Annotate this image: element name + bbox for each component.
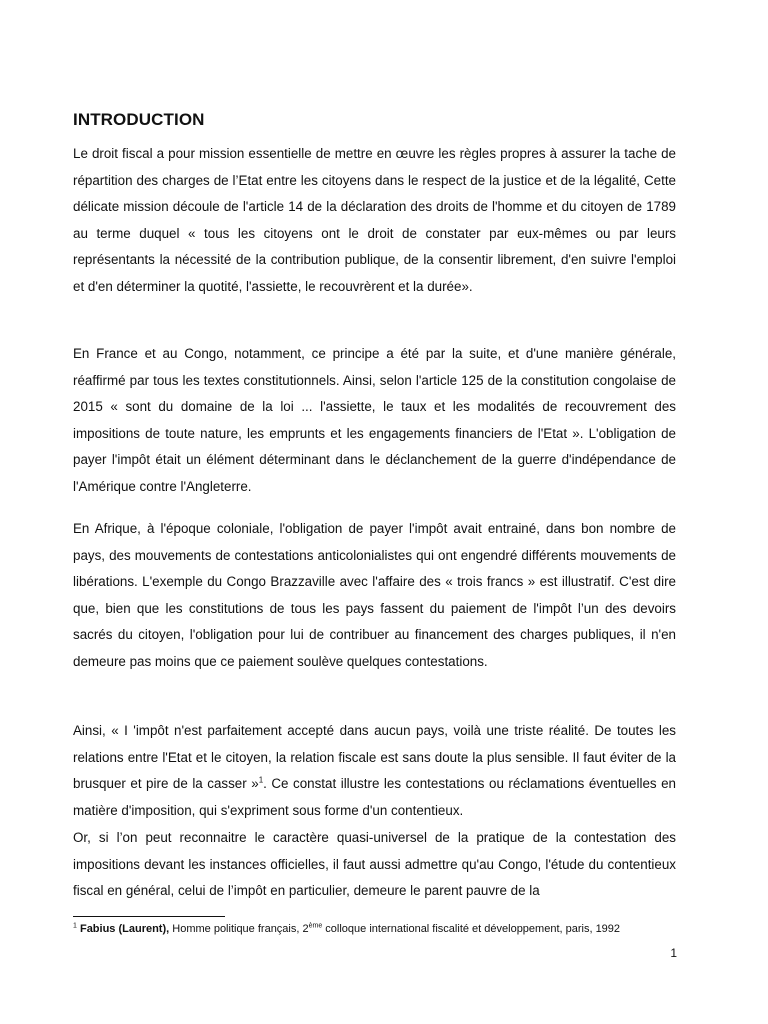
paragraph-3: En Afrique, à l'époque coloniale, l'obligation de payer l'impôt avait entrainé, dans bon nombre de pays, des mouvements de contestations anticolonialistes qui ont engendré différents mouvements de libérations. L'exemple du Congo Brazzaville avec l'affaire des « trois francs » est illustratif. C'est dire que, bien que les constitutions de tous les pays fassent du paiement de l'impôt l’un des devoirs sacrés du citoyen, l'obligation pour lui de contribuer au financement des charges publiques, il n'en demeure pas moins que ce paiement soulève quelques contestations. <box>73 521 676 669</box>
paragraph-4-text-after: . Ce constat illustre les contestations ou réclamations éventuelles en matière d'imposition, qui s'expriment sous forme d'un contentieux. <box>73 776 677 818</box>
page-number: 1 <box>670 946 677 960</box>
footnote-author: Fabius (Laurent), <box>79 923 170 935</box>
footnote-superscript: ème <box>308 922 323 930</box>
paragraph-5: Or, si l’on peut reconnaitre le caractère quasi-universel de la pratique de la contestation des impositions devant les instances officielles, il faut aussi admettre qu'au Congo, l'étude du contentieux fiscal en général, celui de l’impôt en particulier, demeure le parent pauvre de la <box>73 830 676 898</box>
footnote-separator <box>73 916 225 917</box>
paragraph-1: Le droit fiscal a pour mission essentielle de mettre en œuvre les règles propres à assurer la tache de répartition des charges de l’Etat entre les citoyens dans le respect de la justice et de la légalité, Cette délicate mission découle de l'article 14 de la déclaration des droits de l'homme et du citoyen de 1789 au terme duquel « tous les citoyens ont le droit de constater par eux-mêmes ou par leurs représentants la nécessité de la contribution publique, de la consentir librement, d'en suivre l'emploi et d'en déterminer la quotité, l'assiette, le recouvrèrent et la durée». <box>73 146 676 294</box>
footnote <box>73 920 693 938</box>
section-heading: INTRODUCTION <box>73 110 205 129</box>
footnote-text-before: Homme politique français, 2 <box>169 923 309 935</box>
footnote-reference: 1 <box>258 775 264 785</box>
paragraph-4 <box>73 718 676 824</box>
footnote-number: 1 <box>73 922 77 930</box>
paragraph-4-text-before: Ainsi, « I 'impôt n'est parfaitement accepté dans aucun pays, voilà une triste réalité. De toutes les relations entre l'Etat et le citoyen, la relation fiscale est sans doute la plus sensible. Il faut éviter de la brusquer et pire de la casser » <box>73 723 676 791</box>
paragraph-2: En France et au Congo, notamment, ce principe a été par la suite, et d'une manière générale, réaffirmé par tous les textes constitutionnels. Ainsi, selon l'article 125 de la constitution congolaise de 2015 « sont du domaine de la loi ... l'assiette, le taux et les modalités de recouvrement des impositions de toute nature, les emprunts et les engagements financiers de l'Etat ». L'obligation de payer l'impôt était un élément déterminant dans le déclanchement de la guerre d'indépendance de l'Amérique contre l'Angleterre. <box>73 346 676 494</box>
footnote-text-after: colloque international fiscalité et développement, paris, 1992 <box>322 923 621 935</box>
